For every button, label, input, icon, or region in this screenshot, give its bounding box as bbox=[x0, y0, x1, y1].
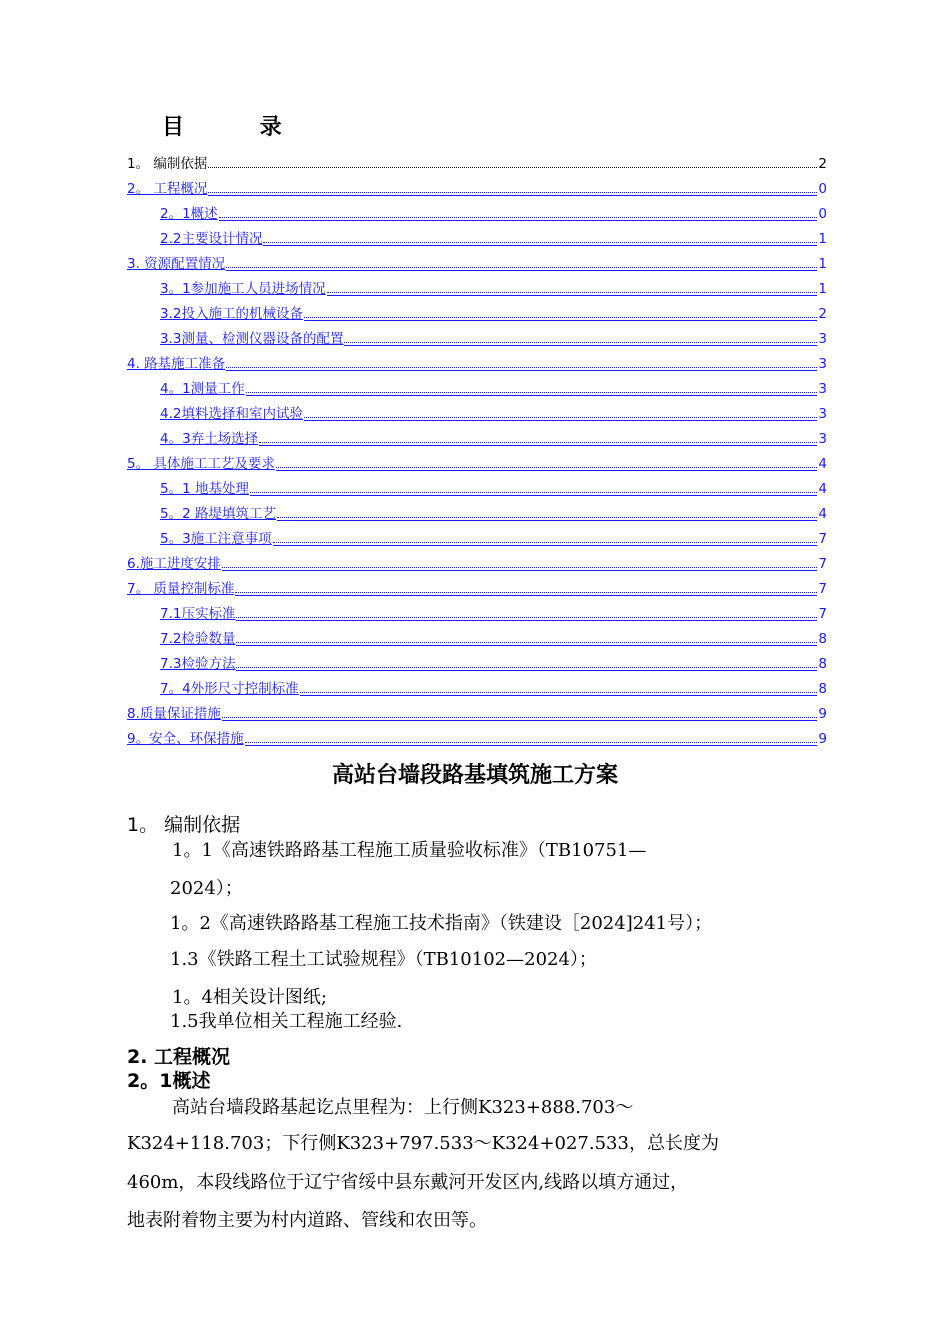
toc-leader-dots bbox=[222, 566, 818, 568]
reference-item: 1。2《高速铁路路基工程施工技术指南》（铁建设［2024]241号）； bbox=[170, 913, 713, 934]
toc-leader-dots bbox=[222, 716, 818, 718]
toc-leader-dots bbox=[344, 341, 817, 343]
toc-entry-page: 7 bbox=[818, 605, 827, 622]
toc-entry-page: 8 bbox=[818, 680, 827, 697]
toc-entry-page: 4 bbox=[818, 455, 827, 472]
toc-entry[interactable] bbox=[127, 373, 827, 398]
toc-entry[interactable] bbox=[127, 198, 827, 223]
toc-entry[interactable] bbox=[127, 348, 827, 373]
toc-entry-page: 4 bbox=[818, 505, 827, 522]
toc-entry[interactable] bbox=[127, 448, 827, 473]
toc-entry-page: 3 bbox=[818, 430, 827, 447]
toc-entry[interactable] bbox=[127, 498, 827, 523]
toc-entry-label: 2.2主要设计情况 bbox=[160, 230, 263, 247]
toc-entry-label: 5。1 地基处理 bbox=[160, 480, 249, 497]
body-line: 高站台墙段路基起讫点里程为：上行侧K323+888.703～ bbox=[172, 1097, 634, 1118]
toc-entry-label: 2。1概述 bbox=[160, 205, 218, 222]
toc-entry-label: 3.2投入施工的机械设备 bbox=[160, 305, 303, 322]
toc-entry-page: 1 bbox=[818, 230, 827, 247]
toc-entry[interactable] bbox=[127, 573, 827, 598]
toc-entry-label: 5。3施工注意事项 bbox=[160, 530, 272, 547]
toc-leader-dots bbox=[236, 666, 817, 668]
toc-entry[interactable] bbox=[127, 473, 827, 498]
toc-entry[interactable] bbox=[127, 523, 827, 548]
toc-entry-page: 9 bbox=[818, 730, 827, 747]
toc-entry-page: 8 bbox=[818, 655, 827, 672]
toc-entry-label: 2。 工程概况 bbox=[127, 180, 208, 197]
toc-entry-label: 5。 具体施工工艺及要求 bbox=[127, 455, 275, 472]
toc-title: 目 录 bbox=[162, 115, 316, 140]
toc-entry[interactable] bbox=[127, 423, 827, 448]
toc-entry-label: 4。3弃土场选择 bbox=[160, 430, 259, 447]
toc-entry-page: 3 bbox=[818, 405, 827, 422]
toc-entry[interactable] bbox=[127, 598, 827, 623]
toc-entry-page: 2 bbox=[818, 155, 827, 172]
toc-entry-label: 4。1测量工作 bbox=[160, 380, 245, 397]
toc-entry-label: 7.2检验数量 bbox=[160, 630, 236, 647]
toc-leader-dots bbox=[327, 291, 818, 293]
toc-entry-page: 3 bbox=[818, 380, 827, 397]
reference-item: 1。4相关设计图纸; bbox=[172, 987, 327, 1008]
toc-leader-dots bbox=[273, 541, 818, 543]
toc-leader-dots bbox=[226, 266, 817, 268]
toc-entry-label: 4. 路基施工准备 bbox=[127, 355, 226, 372]
reference-item: 2024）； bbox=[170, 878, 243, 899]
table-of-contents bbox=[127, 148, 827, 748]
toc-entry-label: 3。1参加施工人员进场情况 bbox=[160, 280, 326, 297]
reference-item: 1.3《铁路工程土工试验规程》（TB10102—2024）； bbox=[170, 949, 597, 970]
section-heading-2: 2. 工程概况 bbox=[127, 1046, 231, 1068]
toc-entry[interactable] bbox=[127, 548, 827, 573]
toc-entry-page: 0 bbox=[818, 180, 827, 197]
toc-leader-dots bbox=[277, 516, 817, 518]
toc-entry[interactable] bbox=[127, 648, 827, 673]
toc-leader-dots bbox=[304, 316, 817, 318]
section-heading-1: 1。 编制依据 bbox=[127, 814, 241, 836]
toc-entry-label: 7.3检验方法 bbox=[160, 655, 236, 672]
toc-entry bbox=[127, 148, 827, 173]
toc-entry-label: 5。2 路堤填筑工艺 bbox=[160, 505, 276, 522]
toc-leader-dots bbox=[300, 691, 818, 693]
toc-entry-label: 3.3测量、检测仪器设备的配置 bbox=[160, 330, 344, 347]
toc-entry-label: 8.质量保证措施 bbox=[127, 705, 221, 722]
toc-leader-dots bbox=[236, 641, 817, 643]
toc-entry[interactable] bbox=[127, 223, 827, 248]
toc-entry-label: 7。4外形尺寸控制标准 bbox=[160, 680, 299, 697]
toc-leader-dots bbox=[208, 166, 817, 168]
body-line: 460m，本段线路位于辽宁省绥中县东戴河开发区内,线路以填方通过， bbox=[127, 1172, 689, 1193]
toc-leader-dots bbox=[263, 241, 817, 243]
toc-entry-page: 7 bbox=[818, 530, 827, 547]
toc-entry-page: 3 bbox=[818, 330, 827, 347]
toc-entry-page: 7 bbox=[818, 555, 827, 572]
toc-leader-dots bbox=[246, 391, 818, 393]
document-title: 高站台墙段路基填筑施工方案 bbox=[331, 763, 618, 788]
toc-entry-page: 1 bbox=[818, 280, 827, 297]
toc-entry[interactable] bbox=[127, 398, 827, 423]
toc-entry-label: 9。安全、环保措施 bbox=[127, 730, 244, 747]
toc-entry-page: 0 bbox=[818, 205, 827, 222]
toc-entry-label: 4.2填料选择和室内试验 bbox=[160, 405, 303, 422]
body-line: K324+118.703；下行侧K323+797.533～K324+027.533，总长度为 bbox=[127, 1133, 719, 1154]
toc-leader-dots bbox=[245, 741, 818, 743]
toc-leader-dots bbox=[208, 191, 817, 193]
toc-entry-page: 3 bbox=[818, 355, 827, 372]
toc-entry[interactable] bbox=[127, 248, 827, 273]
toc-entry-label: 1。 编制依据 bbox=[127, 155, 208, 172]
toc-entry-page: 8 bbox=[818, 630, 827, 647]
toc-entry-page: 1 bbox=[818, 255, 827, 272]
body-line: 地表附着物主要为村内道路、管线和农田等。 bbox=[127, 1210, 487, 1231]
reference-item: 1。1《高速铁路路基工程施工质量验收标准》（TB10751— bbox=[172, 840, 647, 861]
toc-leader-dots bbox=[236, 616, 817, 618]
toc-entry[interactable] bbox=[127, 623, 827, 648]
toc-entry-page: 7 bbox=[818, 580, 827, 597]
subsection-heading-2-1: 2。1概述 bbox=[127, 1070, 211, 1092]
toc-entry-page: 9 bbox=[818, 705, 827, 722]
toc-entry[interactable] bbox=[127, 698, 827, 723]
toc-leader-dots bbox=[250, 491, 817, 493]
toc-entry[interactable] bbox=[127, 173, 827, 198]
toc-leader-dots bbox=[276, 466, 818, 468]
toc-entry-label: 3. 资源配置情况 bbox=[127, 255, 226, 272]
toc-leader-dots bbox=[226, 366, 817, 368]
toc-entry[interactable] bbox=[127, 323, 827, 348]
reference-item: 1.5我单位相关工程施工经验. bbox=[170, 1011, 403, 1032]
toc-entry-page: 2 bbox=[818, 305, 827, 322]
toc-entry[interactable] bbox=[127, 298, 827, 323]
toc-entry[interactable] bbox=[127, 273, 827, 298]
toc-leader-dots bbox=[235, 591, 817, 593]
toc-entry[interactable] bbox=[127, 673, 827, 698]
toc-leader-dots bbox=[219, 216, 818, 218]
toc-entry-label: 7。 质量控制标准 bbox=[127, 580, 235, 597]
toc-entry-label: 7.1压实标准 bbox=[160, 605, 236, 622]
toc-entry-page: 4 bbox=[818, 480, 827, 497]
toc-entry[interactable] bbox=[127, 723, 827, 748]
toc-entry-label: 6.施工进度安排 bbox=[127, 555, 221, 572]
toc-leader-dots bbox=[259, 441, 817, 443]
toc-leader-dots bbox=[304, 416, 817, 418]
